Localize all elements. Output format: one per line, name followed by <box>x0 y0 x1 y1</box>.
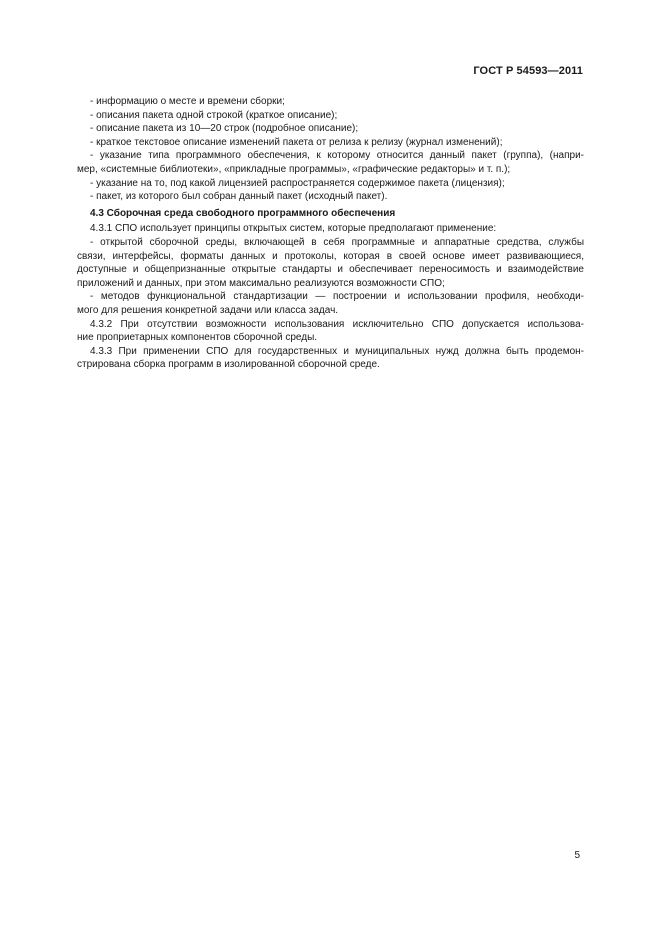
list-item: - указание типа программного обеспечения, к которому относится данный пакет (группа), (напри- <box>90 150 584 162</box>
list-item: - краткое текстовое описание изменений пакета от релиза к релизу (журнал изменений); <box>90 136 503 148</box>
list-item-continuation: мер, «системные библиотеки», «прикладные программы», «графические редакторы» и т. п.); <box>77 163 511 175</box>
paragraph-line: ние проприетарных компонентов сборочной среды. <box>77 332 318 344</box>
paragraph-line: доступные и общепризнанные открытые стандарты и обеспечивает переносимость и взаимодействие <box>77 264 584 276</box>
paragraph-line: - методов функциональной стандартизации — построении и использовании профиля, необходи- <box>90 291 584 303</box>
paragraph-line: приложений и данных, при этом максимально реализуются возможности СПО; <box>77 277 445 289</box>
list-item: - указание на то, под какой лицензией распространяется содержимое пакета (лицензия); <box>90 177 505 189</box>
paragraph-line: мого для решения конкретной задачи или класса задач. <box>77 304 339 316</box>
paragraph-line: стрирована сборка программ в изолированной сборочной среде. <box>77 359 380 371</box>
list-item: - информацию о месте и времени сборки; <box>90 96 285 107</box>
document-header: ГОСТ Р 54593—2011 <box>473 65 583 77</box>
page-number: 5 <box>574 850 580 861</box>
paragraph-line: 4.3.1 СПО использует принципы открытых систем, которые предполагают применение: <box>90 223 497 235</box>
list-item: - описание пакета из 10—20 строк (подробное описание); <box>90 123 359 135</box>
paragraph-line: связи, интерфейсы, форматы данных и протоколы, которая в своей основе имеет развивающиеся, <box>77 250 584 262</box>
list-item: - описания пакета одной строкой (краткое описание); <box>90 109 338 121</box>
paragraph-line: - открытой сборочной среды, включающей в себя программные и аппаратные средства, службы <box>90 236 584 248</box>
paragraph-line: 4.3.2 При отсутствии возможности использования исключительно СПО допускается использова- <box>90 318 584 330</box>
list-item: - пакет, из которого был собран данный пакет (исходный пакет). <box>90 191 388 203</box>
paragraph-line: 4.3.3 При применении СПО для государственных и муниципальных нужд должна быть продемон- <box>90 345 584 357</box>
section-heading: 4.3 Сборочная среда свободного программного обеспечения <box>90 207 396 219</box>
document-body <box>77 95 584 372</box>
